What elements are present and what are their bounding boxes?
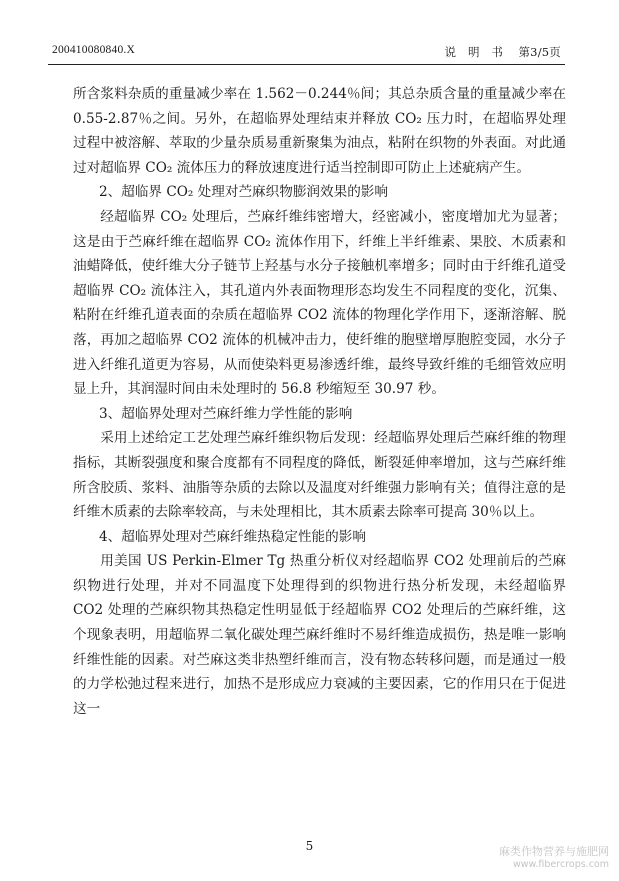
website-watermark <box>499 845 609 871</box>
document-body <box>73 82 566 721</box>
paragraph-continued: 所含浆料杂质的重量减少率在 1.562－0.244％间；其总杂质含量的重量减少率在 0.55-2.87％之间。另外，在超临界处理结束并释放 CO₂ 压力时，在超临界处理过程中被溶解、萃取的少量杂质易重新聚集为油点，粘附在织物的外表面。对此通过对超临界 CO₂ 流体压力的释放速度进行适当控制即可防止上述疵病产生。 <box>73 86 566 176</box>
header-rule <box>48 64 565 65</box>
header-right <box>445 44 561 60</box>
page-indicator: 第3/5页 <box>518 45 561 59</box>
document-section-label: 说 明 书 <box>444 45 504 59</box>
patent-number: 200410080840.X <box>52 44 135 56</box>
section-heading-4: 4、超临界处理对苎麻纤维热稳定性能的影响 <box>99 528 366 545</box>
watermark-site-name: 麻类作物营养与施肥网 <box>499 845 609 858</box>
section-heading-2: 2、超临界 CO₂ 处理对苎麻织物膨润效果的影响 <box>99 184 388 201</box>
paragraph-mechanical-properties: 采用上述给定工艺处理苎麻纤维织物后发现：经超临界处理后苎麻纤维的物理指标，其断裂强度和聚合度都有不同程度的降低，断裂延伸率增加，这与苎麻纤维所含胶质、浆料、油脂等杂质的去除以及温度对纤维强力影响有关；值得注意的是纤维木质素的去除率较高，与未处理相比，其木质素去除率可提高 30％以上。 <box>73 430 566 521</box>
page-number: 5 <box>305 839 314 853</box>
paragraph-swelling-effect: 经超临界 CO₂ 处理后，苎麻纤维纬密增大，经密减小，密度增加尤为显著；这是由于苎麻纤维在超临界 CO₂ 流体作用下，纤维上半纤维素、果胶、木质素和油蜡降低，使纤维大分子链节上羟基与水分子接触机率增多；同时由于纤维孔道受超临界 CO₂ 流体注入，其孔道内外表面物理形态均发生不同程度的变化，沉集、粘附在纤维孔道表面的杂质在超临界 CO2 流体的物理化学作用下，逐渐溶解、脱落，再加之超临界 CO2 流体的机械冲击力，使纤维的胞壁增厚胞腔变园，水分子进入纤维孔道更为容易，从而使染料更易渗透纤维，最终导致纤维的毛细管效应明显上升，其润湿时间由未处理时的 56.8 秒缩短至 30.97 秒。 <box>73 208 566 398</box>
watermark-url: www.fibercrops.com <box>512 859 609 870</box>
paragraph-thermal-stability: 用美国 US Perkin-Elmer Tg 热重分析仪对经超临界 CO2 处理前后的苎麻织物进行处理，并对不同温度下处理得到的织物进行热分析发现，未经超临界 CO2 处理的苎麻织物其热稳定性明显低于经超临界 CO2 处理后的苎麻纤维，这个现象表明，用超临界二氧化碳处理苎麻纤维时不易纤维造成损伤，热是唯一影响纤维性能的因素。对苎麻这类非热塑纤维而言，没有物态转移问题，而是通过一般的力学松弛过程来进行，加热不是形成应力衰减的主要因素，它的作用只在于促进这一 <box>73 553 566 717</box>
section-heading-3: 3、超临界处理对苎麻纤维力学性能的影响 <box>99 405 353 422</box>
